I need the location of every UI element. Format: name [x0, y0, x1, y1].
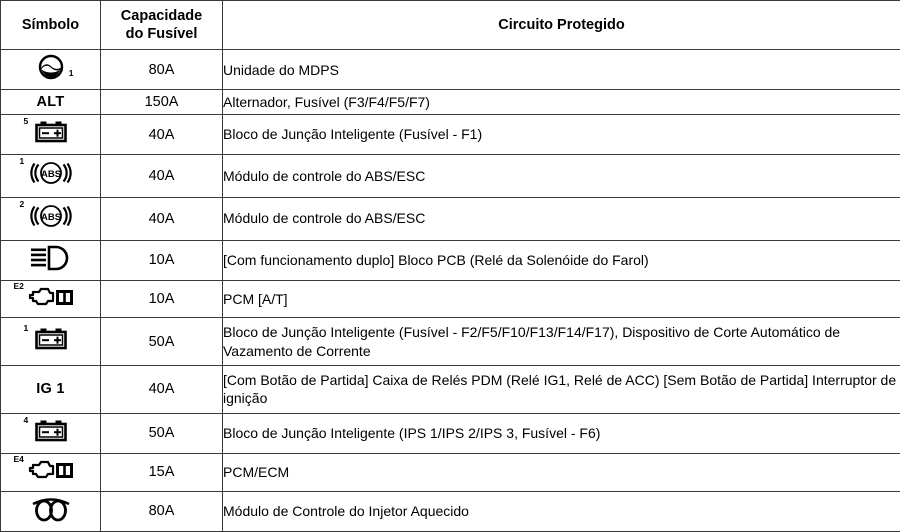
- headlight-icon: [29, 245, 73, 271]
- cell-symbol: [1, 453, 101, 491]
- svg-text:ABS: ABS: [40, 212, 61, 224]
- cell-circuit: [Com Botão de Partida] Caixa de Relés PDM (Relé IG1, Relé de ACC) [Sem Botão de Partida] Interruptor de ignição: [223, 366, 900, 414]
- table-row: [1, 280, 900, 318]
- cell-circuit: Bloco de Junção Inteligente (IPS 1/IPS 2/IPS 3, Fusível - F6): [223, 413, 900, 453]
- cell-capacity: 80A: [101, 50, 223, 90]
- cell-capacity: 10A: [101, 240, 223, 280]
- battery-icon: [33, 119, 69, 145]
- cell-capacity: 40A: [101, 114, 223, 154]
- table-row: [1, 50, 900, 90]
- symbol-group: [13, 280, 75, 309]
- cell-symbol: [1, 197, 101, 240]
- cell-symbol: [1, 155, 101, 198]
- cell-circuit: PCM/ECM: [223, 453, 900, 491]
- cell-capacity: 10A: [101, 280, 223, 318]
- symbol-superscript: 2: [19, 199, 25, 210]
- symbol-group: [19, 156, 73, 187]
- cell-symbol: [1, 318, 101, 366]
- cell-circuit: Unidade do MDPS: [223, 50, 900, 90]
- cell-circuit: Bloco de Junção Inteligente (Fusível - F2/F5/F10/F13/F14/F17), Dispositivo de Corte Automático de Vazamento de Corrente: [223, 318, 900, 366]
- symbol-group: [38, 54, 74, 80]
- cell-symbol: [1, 491, 101, 531]
- table-row: [1, 453, 900, 491]
- symbol-superscript: E4: [13, 453, 24, 464]
- cell-capacity: 150A: [101, 90, 223, 114]
- cell-symbol: [1, 280, 101, 318]
- cell-symbol: [1, 413, 101, 453]
- abs-warning-icon: [29, 202, 73, 230]
- cell-capacity: 40A: [101, 155, 223, 198]
- symbol-group: [23, 414, 69, 444]
- table-row: [1, 197, 900, 240]
- cell-circuit: Bloco de Junção Inteligente (Fusível - F1): [223, 114, 900, 154]
- symbol-label: ALT: [36, 94, 65, 111]
- table-row: [1, 491, 900, 531]
- symbol-group: [23, 323, 69, 352]
- symbol-group: [23, 116, 69, 145]
- table-row: [1, 155, 900, 198]
- header-capacity: [101, 1, 223, 50]
- table-row: [1, 318, 900, 366]
- cell-capacity: 50A: [101, 318, 223, 366]
- svg-text:ABS: ABS: [40, 169, 61, 181]
- symbol-label: IG 1: [36, 381, 65, 398]
- table-row: [1, 114, 900, 154]
- symbol-group: [19, 199, 73, 230]
- pcm-engine-icon: [27, 285, 75, 309]
- header-row: [1, 1, 900, 50]
- symbol-superscript: 5: [23, 116, 29, 126]
- abs-warning-icon: [29, 159, 73, 187]
- symbol-superscript: E2: [13, 280, 24, 291]
- cell-circuit: Módulo de Controle do Injetor Aquecido: [223, 491, 900, 531]
- cell-capacity: 50A: [101, 413, 223, 453]
- table-row: [1, 240, 900, 280]
- pcm-engine-icon: [27, 458, 75, 482]
- header-symbol: Símbolo: [1, 1, 101, 50]
- battery-icon: [33, 418, 69, 444]
- header-capacity-line1: Capacidade: [120, 8, 203, 24]
- symbol-superscript: 1: [23, 323, 29, 334]
- mdps-steering-icon: [38, 54, 64, 80]
- battery-icon: [33, 326, 69, 352]
- header-capacity-line2: do Fusível: [125, 26, 198, 43]
- symbol-superscript: 4: [23, 414, 29, 425]
- cell-circuit: Módulo de controle do ABS/ESC: [223, 155, 900, 198]
- cell-symbol: [1, 240, 101, 280]
- table-row: [1, 366, 900, 414]
- table-header: [1, 1, 900, 50]
- cell-symbol: [1, 366, 101, 414]
- symbol-group: [13, 453, 75, 482]
- cell-circuit: PCM [A/T]: [223, 280, 900, 318]
- symbol-superscript: 1: [19, 156, 25, 167]
- cell-circuit: Módulo de controle do ABS/ESC: [223, 197, 900, 240]
- injector-coil-icon: [30, 496, 72, 522]
- cell-circuit: Alternador, Fusível (F3/F4/F5/F7): [223, 90, 900, 114]
- table-row: [1, 413, 900, 453]
- symbol-superscript: 1: [68, 67, 74, 78]
- cell-symbol: [1, 114, 101, 154]
- cell-symbol: [1, 90, 101, 114]
- cell-capacity: 40A: [101, 197, 223, 240]
- header-circuit: Circuito Protegido: [223, 1, 900, 50]
- table-row: [1, 90, 900, 114]
- cell-capacity: 40A: [101, 366, 223, 414]
- cell-capacity: 80A: [101, 491, 223, 531]
- cell-capacity: 15A: [101, 453, 223, 491]
- cell-symbol: [1, 50, 101, 90]
- table-body: [1, 50, 900, 532]
- cell-circuit: [Com funcionamento duplo] Bloco PCB (Relé da Solenóide do Farol): [223, 240, 900, 280]
